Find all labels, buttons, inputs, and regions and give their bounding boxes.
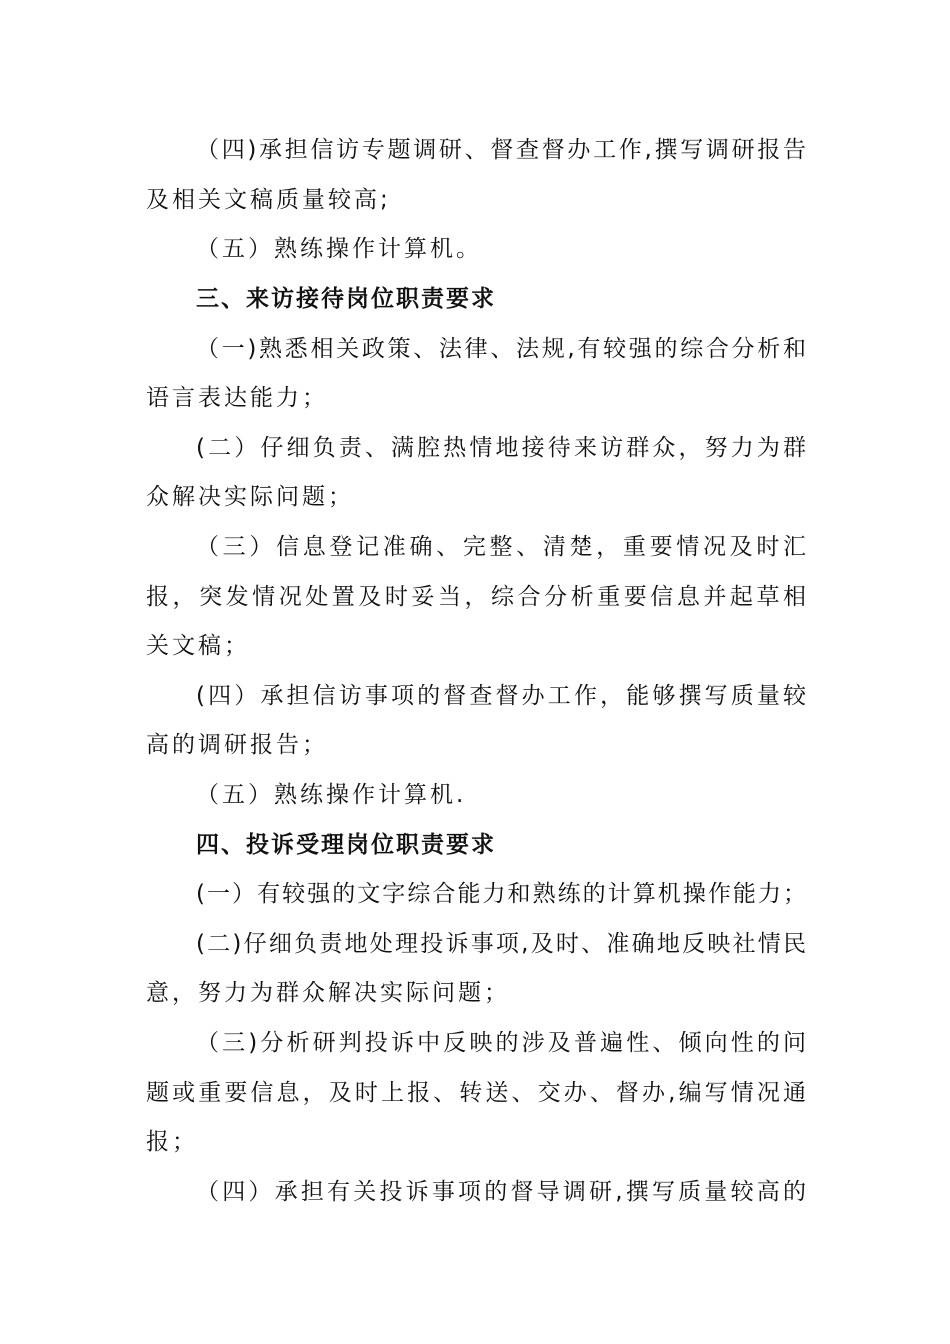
- paragraph-line: 高的调研报告；: [146, 732, 328, 758]
- paragraph-line: （四)承担信访专题调研、督查督办工作,撰写调研报告: [196, 137, 806, 163]
- section-heading: 四、投诉受理岗位职责要求: [196, 832, 496, 858]
- paragraph-line: （三）信息登记准确、完整、清楚，重要情况及时汇: [196, 534, 806, 560]
- paragraph-line: (二）仔细负责、满腔热情地接待来访群众，努力为群: [196, 435, 806, 461]
- paragraph-line: （三)分析研判投诉中反映的涉及普遍性、倾向性的问: [196, 1030, 806, 1056]
- paragraph-line: 题或重要信息，及时上报、转送、交办、督办,编写情况通: [146, 1080, 806, 1106]
- paragraph-line: 报；: [146, 1129, 198, 1155]
- paragraph-line: （一)熟悉相关政策、法律、法规,有较强的综合分析和: [196, 336, 806, 362]
- paragraph-line: 语言表达能力；: [146, 385, 328, 411]
- paragraph-line: (一）有较强的文字综合能力和熟练的计算机操作能力；: [196, 881, 806, 907]
- section-heading: 三、来访接待岗位职责要求: [196, 286, 496, 312]
- paragraph-line: 及相关文稿质量较高;: [146, 187, 391, 213]
- paragraph-line: 关文稿；: [146, 633, 250, 659]
- paragraph-line: （五）熟练操作计算机。: [196, 236, 482, 262]
- paragraph-line: 报，突发情况处置及时妥当，综合分析重要信息并起草相: [146, 584, 806, 610]
- paragraph-line: （五）熟练操作计算机.: [196, 782, 467, 808]
- paragraph-line: （四）承担有关投诉事项的督导调研,撰写质量较高的: [196, 1179, 806, 1205]
- paragraph-line: 意，努力为群众解决实际问题；: [146, 980, 510, 1006]
- paragraph-line: 众解决实际问题；: [146, 484, 354, 510]
- paragraph-line: (二)仔细负责地处理投诉事项,及时、准确地反映社情民: [196, 931, 806, 957]
- paragraph-line: (四）承担信访事项的督查督办工作，能够撰写质量较: [196, 683, 806, 709]
